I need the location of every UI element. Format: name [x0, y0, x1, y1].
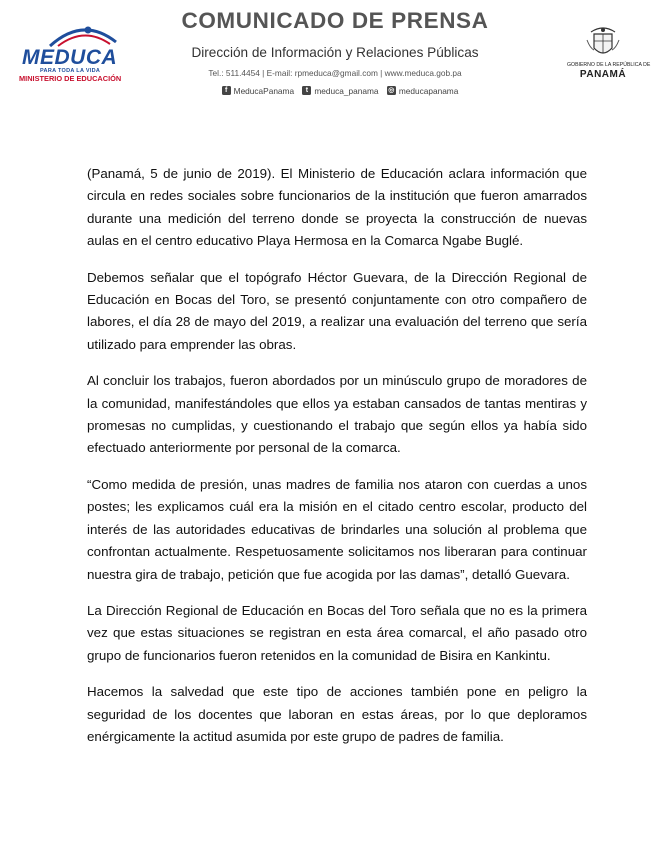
panama-government-logo — [567, 26, 651, 84]
paragraph: Hacemos la salvedad que este tipo de acciones también pone en peligro la seguridad de los docentes que laboran en estas áreas, por lo que deploramos enérgicamente la actitud asumida por este grupo de padres de familia. — [87, 684, 587, 744]
paragraph: La Dirección Regional de Educación en Bocas del Toro señala que no es la primera vez que estas situaciones se registran en esta área comarcal, el año pasado otro grupo de funcionarios fueron retenidos en la comunidad de Bisira en Kankintu. — [87, 602, 587, 663]
contact-line: Tel.: 511.4454 | E-mail: rpmeduca@gmail.com | www.meduca.gob.pa — [208, 68, 462, 78]
social-links — [210, 84, 470, 96]
meduca-ministry: MINISTERIO DE EDUCACIÓN — [19, 74, 122, 83]
panama-logo-caption: GOBIERNO DE LA REPÚBLICA DE — [567, 62, 651, 68]
meduca-arc-icon — [48, 22, 118, 48]
twitter-icon: t — [302, 86, 311, 95]
page-title: COMUNICADO DE PRENSA — [181, 8, 489, 33]
social-instagram-label: meducapanama — [398, 85, 459, 96]
paragraph: Debemos señalar que el topógrafo Héctor Guevara, de la Dirección Regional de Educación en Bocas del Toro, se presentó conjuntamente con otro compañero de labores, el día 28 de mayo del 2019, a realizar una evaluación del terreno que sería utilizado para emprender las obras. — [87, 269, 587, 352]
meduca-tagline: PARA TODA LA VIDA — [40, 68, 101, 74]
social-twitter-label: meduca_panama — [314, 85, 379, 96]
paragraph: Al concluir los trabajos, fueron abordados por un minúsculo grupo de moradores de la comunidad, manifestándoles que ellos ya estaban cansados de tantas mentiras y promesas no cumplidas, y cuestionando el trabajo que según ellos ya había sido efectuado anteriormente por personal de la comarca. — [87, 373, 587, 456]
facebook-icon: f — [222, 86, 231, 95]
press-release-body — [87, 163, 587, 762]
panama-logo-name: PANAMÁ — [579, 69, 627, 80]
meduca-wordmark: MEDUCA — [22, 46, 118, 69]
letterhead — [0, 0, 653, 100]
paragraph: (Panamá, 5 de junio de 2019). El Ministerio de Educación aclara información que circula en redes sociales sobre funcionarios de la institución que fueron amarrados durante una medición del terreno donde se proyecta la construcción de nuevas aulas en el centro educativo Playa Hermosa en la Comarca Ngabe Buglé. — [87, 166, 587, 249]
social-instagram[interactable] — [387, 86, 459, 96]
social-facebook[interactable] — [222, 86, 294, 96]
meduca-logo — [18, 22, 130, 82]
coat-of-arms-icon — [583, 26, 623, 60]
page-subtitle: Dirección de Información y Relaciones Públicas — [191, 45, 479, 60]
social-twitter[interactable] — [302, 86, 378, 96]
instagram-icon: ◎ — [388, 87, 395, 94]
social-facebook-label: MeducaPanama — [233, 85, 295, 96]
paragraph: “Como medida de presión, unas madres de familia nos ataron con cuerdas a unos postes; les explicamos cuál era la misión en el citado centro escolar, producto del interés de las autoridades educativas de brindarles una solución al problema que confrontan actualmente. Respetuosamente solicitamos nos liberaran para continuar nuestra gira de trabajo, petición que fue acogida por las damas”, detalló Guevara. — [87, 476, 587, 582]
